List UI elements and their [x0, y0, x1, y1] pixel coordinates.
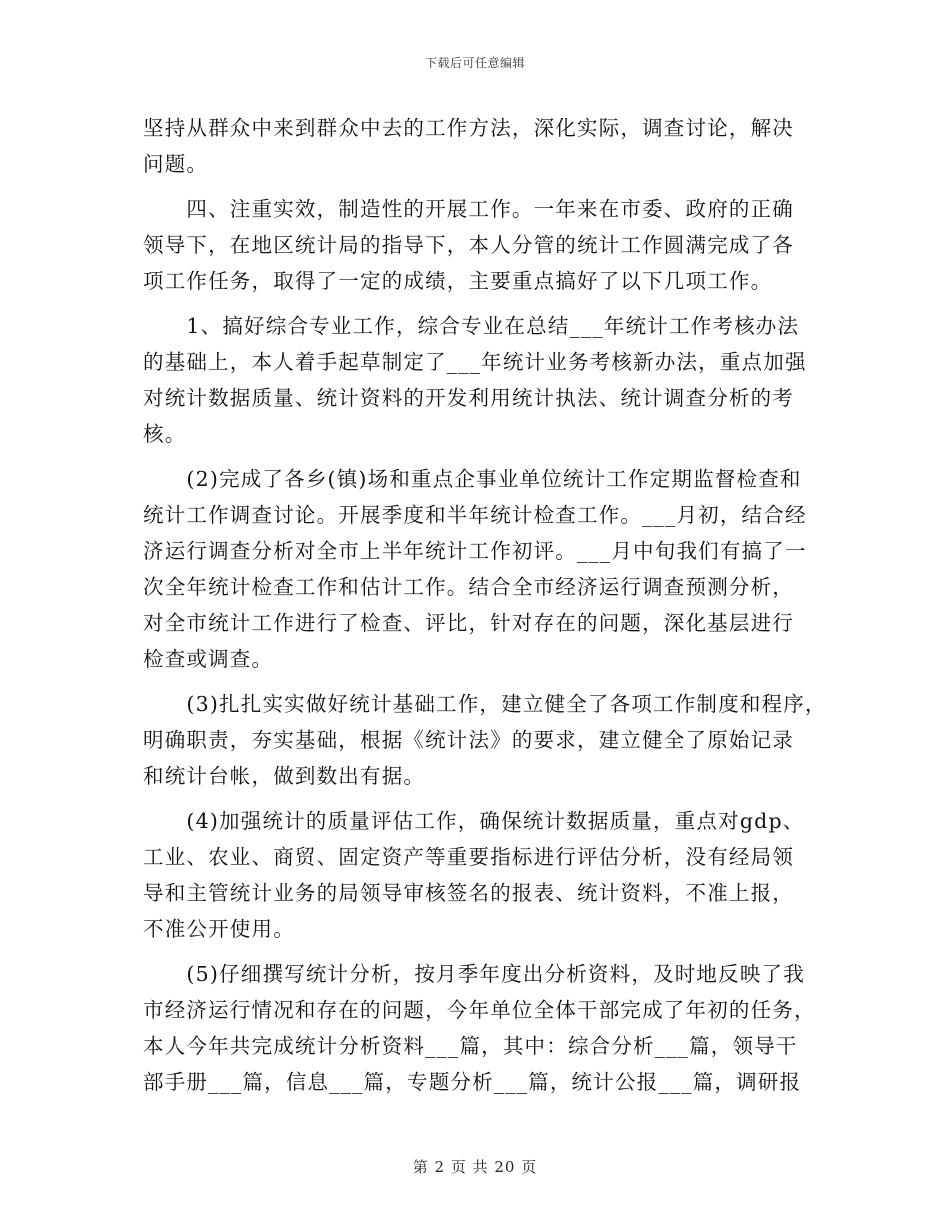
- text-line: 对统计数据质量、统计资料的开发利用统计执法、统计调查分析的考: [143, 386, 794, 410]
- text-line: 核。: [143, 422, 187, 446]
- text-line: 部手册___篇，信息___篇，专题分析___篇，统计公报___篇，调研报: [143, 1070, 802, 1094]
- text-line: 对全市统计工作进行了检查、评比，针对存在的问题，深化基层进行: [143, 611, 794, 635]
- text-line: 问题。: [143, 152, 209, 176]
- text-line: 和统计台帐，做到数出有据。: [143, 764, 426, 788]
- page-header: 下载后可任意编辑: [424, 56, 525, 70]
- text-line: (3)扎扎实实做好统计基础工作，建立健全了各项工作制度和程序，: [143, 692, 827, 716]
- text-line: (5)仔细撰写统计分析，按月季年度出分析资料，及时地反映了我: [143, 962, 805, 986]
- paragraph: [143, 686, 827, 794]
- text-line: 次全年统计检查工作和估计工作。结合全市经济运行调查预测分析，: [143, 575, 794, 599]
- text-line: 济运行调查分析对全市上半年统计工作初评。___月中旬我们有搞了一: [143, 539, 807, 563]
- page-number: 第 2 页 共 20 页: [412, 1158, 538, 1176]
- text-line: 市经济运行情况和存在的问题，今年单位全体干部完成了年初的任务，: [143, 998, 816, 1022]
- paragraph: [143, 461, 819, 677]
- text-line: 项工作任务，取得了一定的成绩，主要重点搞好了以下几项工作。: [143, 269, 773, 293]
- document-body: [143, 110, 827, 1100]
- text-line: 领导下，在地区统计局的指导下，本人分管的统计工作圆满完成了各: [143, 233, 794, 257]
- paragraph: [143, 956, 819, 1100]
- text-line: 明确职责，夯实基础，根据《统计法》的要求，建立健全了原始记录: [143, 728, 794, 752]
- paragraph: [143, 110, 819, 182]
- paragraph: [143, 191, 819, 299]
- text-line: 四、注重实效，制造性的开展工作。一年来在市委、政府的正确: [143, 197, 794, 221]
- text-line: 本人今年共完成统计分析资料___篇，其中：综合分析___篇，领导干: [143, 1034, 798, 1058]
- text-line: 工业、农业、商贸、固定资产等重要指标进行评估分析，没有经局领: [143, 845, 794, 869]
- text-line: (4)加强统计的质量评估工作，确保统计数据质量，重点对gdp、: [143, 809, 805, 833]
- paragraph: [143, 803, 819, 947]
- text-line: 导和主管统计业务的局领导审核签名的报表、统计资料，不准上报，: [143, 881, 794, 905]
- paragraph: [143, 308, 819, 452]
- text-line: 坚持从群众中来到群众中去的工作方法，深化实际，调查讨论，解决: [143, 116, 794, 140]
- text-line: 的基础上，本人着手起草制定了___年统计业务考核新办法，重点加强: [143, 350, 807, 374]
- text-line: 检查或调查。: [143, 647, 274, 671]
- text-line: 1、搞好综合专业工作，综合专业在总结___年统计工作考核办法: [143, 314, 800, 338]
- text-line: 不准公开使用。: [143, 917, 295, 941]
- text-line: 统计工作调查讨论。开展季度和半年统计检查工作。___月初，结合经: [143, 503, 807, 527]
- text-line: (2)完成了各乡(镇)场和重点企事业单位统计工作定期监督检查和: [143, 467, 802, 491]
